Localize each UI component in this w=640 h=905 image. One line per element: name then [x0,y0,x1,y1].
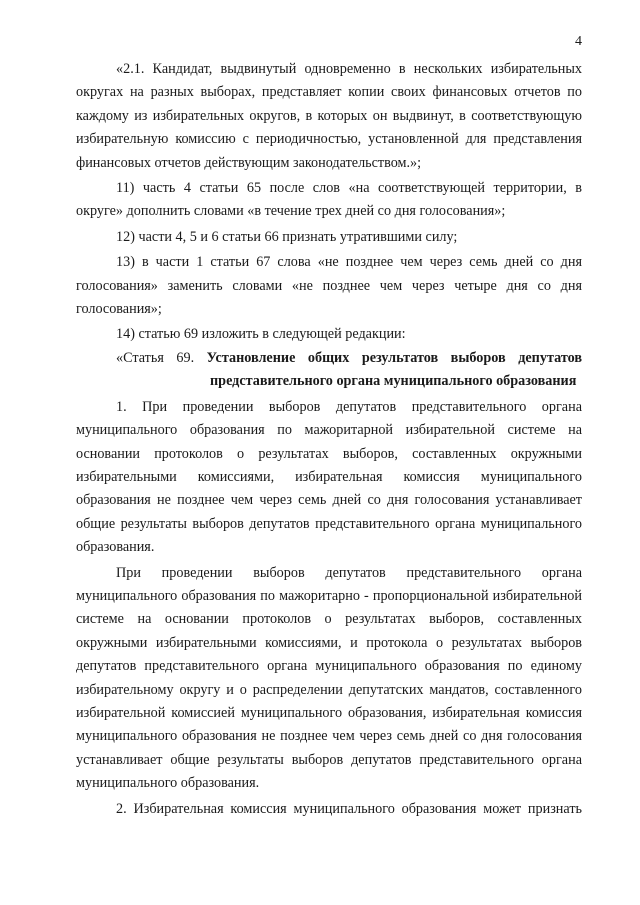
paragraph-item-12: 12) части 4, 5 и 6 статьи 66 признать утратившими силу; [116,228,458,245]
paragraph-article-part-2: 2. Избирательная комиссия муниципального образования может признать [116,800,582,817]
paragraph-article-part-1-continued: При проведении выборов депутатов представительного органа муниципального образования по мажоритарно - пропорциональной избирательной системе на основании протоколов о результатах выборов, составленных окружными избирательными комиссиями, и протокола о результатах выборов депутатов представительного органа муниципального образования по единому избирательному округу и о распределении депутатских мандатов, составленного избирательной комиссией муниципального образования, избирательная комиссия муниципального образования не позднее чем через семь дней со дня голосования устанавливает общие результаты выборов депутатов представительного органа муниципального образования. [76,564,582,792]
article-title-line-2: представительного органа муниципального образования [210,373,577,390]
article-heading [76,347,582,370]
page-number: 4 [575,34,582,49]
paragraph-item-13: 13) в части 1 статьи 67 слова «не позднее чем через семь дней со дня голосования» заменить словами «не позднее чем через четыре дня со дня голосования»; [76,254,582,318]
paragraph-2-1: «2.1. Кандидат, выдвинутый одновременно в нескольких избирательных округах на разных выборах, представляет копии своих финансовых отчетов по каждому из избирательных округов, в которых он выдвинут, в соответствующую избирательную комиссию с периодичностью, установленной для представления финансовых отчетов действующим законодательством.»; [76,61,582,171]
document-body [76,58,582,821]
paragraph-item-11: 11) часть 4 статьи 65 после слов «на соответствующей территории, в округе» дополнить словами «в течение трех дней со дня голосования»; [76,180,582,220]
article-title-line-1: Установление общих результатов выборов депутатов [206,349,582,366]
article-number: «Статья 69. [116,349,195,366]
paragraph-item-14: 14) статью 69 изложить в следующей редакции: [116,326,406,343]
paragraph-article-part-1: 1. При проведении выборов депутатов представительного органа муниципального образования по мажоритарной избирательной системе на основании протоколов о результатах выборов, составленных окружными избирательными комиссиями, избирательная комиссия муниципального образования не позднее чем через семь дней со дня голосования устанавливает общие результаты выборов депутатов представительного органа муниципального образования. [76,398,582,556]
